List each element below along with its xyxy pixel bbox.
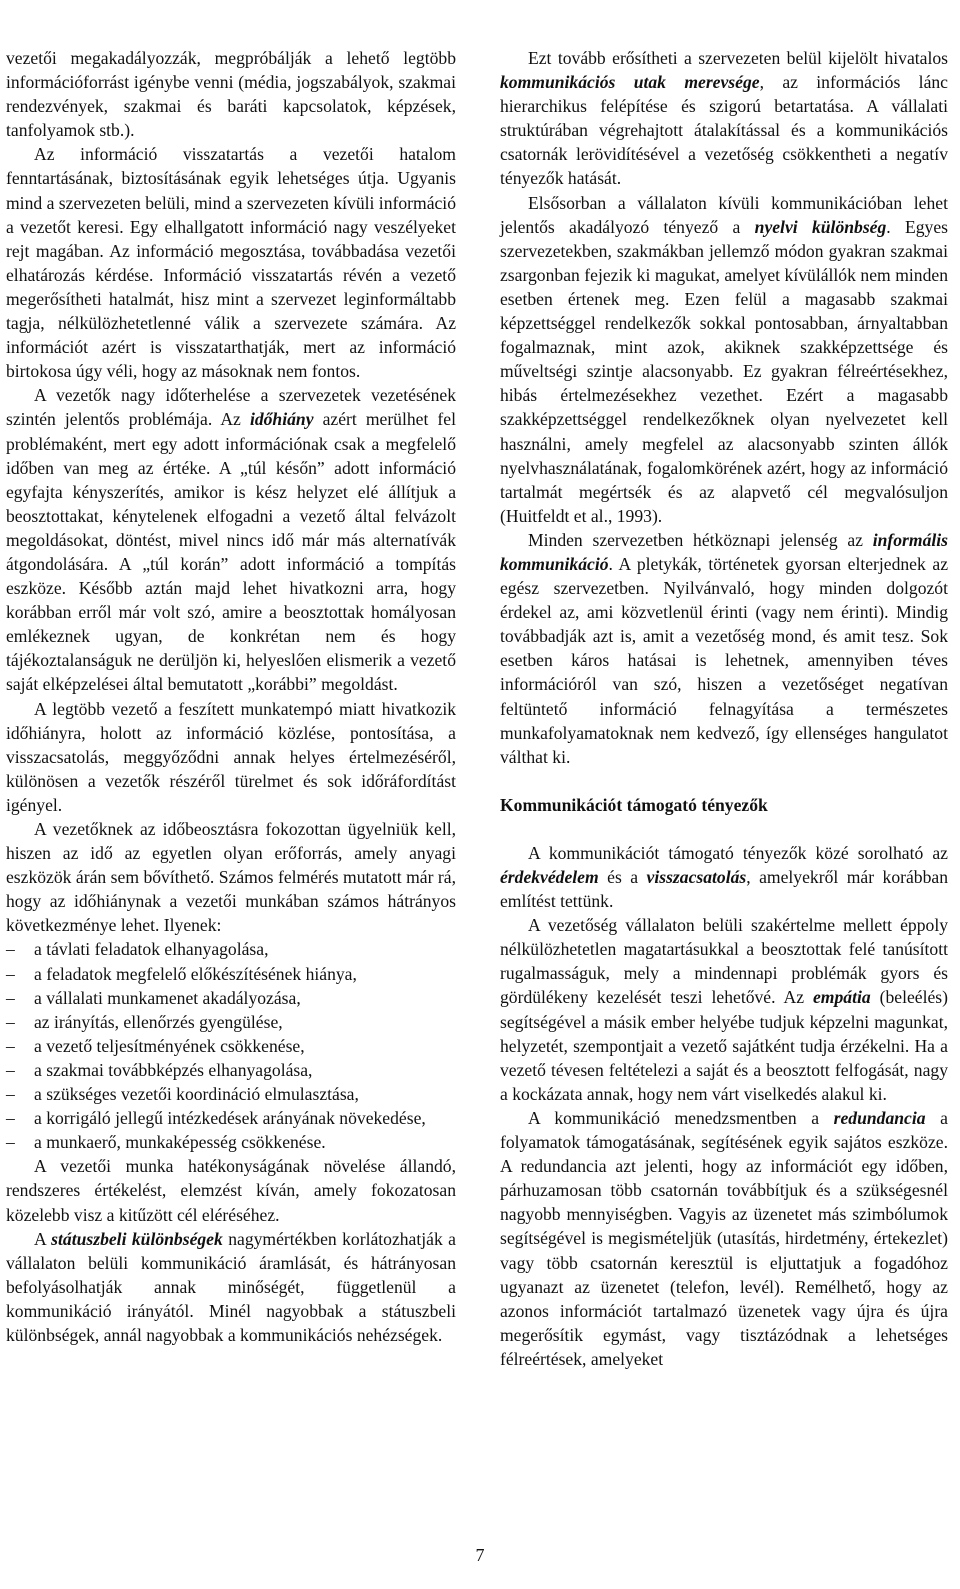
paragraph-redundancy (500, 1106, 948, 1371)
list-item: – a távlati feladatok elhanyagolása, (6, 937, 456, 961)
list-item: – a munkaerő, munkaképesség csökkenése. (6, 1130, 456, 1154)
text-run: A (34, 1228, 52, 1249)
list-item: – a vállalati munkamenet akadályozása, (6, 986, 456, 1010)
left-column (6, 46, 456, 1347)
paragraph-language-difference (500, 191, 948, 528)
text-run: A vezetőség vállalaton belüli szakértelme mellett éppoly nélkülözhetetlen magatartásukkal a beosztottak felé tanúsított rugalmasságuk, mely a mindennapi problémák gyors és gördülékeny kezelését teszi lehetővé. Az (500, 915, 948, 1008)
paragraph-supporting-factors (500, 841, 948, 913)
emphasis-term: időhiány (249, 409, 314, 430)
text-run: nagymértékben korlátozhatják a vállalaton belüli kommunikáció áramlását, és hátrányosan befolyásolhatják annak minőségét, függetlenül a kommunikáció irányától. Minél nagyobbak a státuszbeli különbségek, annál nagyobbak a kommunikációs nehézségek. (6, 1228, 456, 1345)
text-run: és a (598, 867, 647, 887)
page-number: 7 (475, 1545, 485, 1565)
text-run: . Egyes szervezetekben, szakmákban jellemző módon gyakran szakmai zsargonban fejezik ki magukat, amelyet kívülállók nem minden esetben értenek meg. Ezen felül a magasabb szakmai képzettséggel rendelkezők sokkal pontosabban, árnyaltabban fogalmaznak, mint azok, akiknek szakképzettsége és műveltségi szintje alacsonyabb. Ez gyakran félreértésekhez, hibás értelmezésekhez vezethet. Ezért a magasabb szakképzettséggel rendelkezőknek olyan nyelvezetet kell használni, amely megfelel az alacsonyabb szinten állók nyelvhasználatának, fogalomkörének azért, hogy az információ tartalmát megértsék és az alapvető cél megvalósuljon (Huitfeldt et al., 1993). (500, 216, 949, 526)
spacer (500, 769, 948, 793)
text-run: (beleélés) segítségével a másik ember helyébe tudjuk képzelni magunkat, helyzetét, szempontjait a vezető sajátként tudja érzékelni. Ha a vezető tévesen feltételezi a saját és a beosztott felfogását, nagy a kockázata annak, hogy nem várt viselkedés alakul ki. (500, 987, 948, 1104)
paragraph-communication-channels (500, 46, 948, 191)
emphasis-term: empátia (812, 987, 871, 1008)
list-item: – a szakmai továbbképzés elhanyagolása, (6, 1058, 456, 1082)
emphasis-term: nyelvi különbség (754, 216, 887, 237)
paragraph-status-differences (6, 1227, 456, 1347)
text-run: A kommunikáció menedzsmentben a (528, 1107, 834, 1128)
text-run: A kommunikációt támogató tényezők közé sorolható az (528, 842, 948, 863)
list-item: – a szükséges vezetői koordináció elmulasztása, (6, 1082, 456, 1106)
paragraph-time-pressure (6, 383, 456, 696)
text-run: , amelyekről már korábban említést tettünk. (500, 867, 948, 912)
paragraph-empathy (500, 913, 948, 1106)
emphasis-term: státuszbeli különbségek (51, 1228, 223, 1249)
paragraph-time-management: A vezetőknek az időbeosztásra fokozottan ügyelniük kell, hiszen az idő az egyetlen olyan erőforrás, amely anyagi eszközök árán sem bővíthető. Számos felmérés mutatott már rá, hogy az időhiánynak a vezetői munkában számos hátrányos következménye lehet. Ilyenek: (6, 819, 456, 936)
emphasis-term: visszacsatolás (646, 867, 747, 887)
consequences-list (6, 937, 456, 1154)
list-item: – a feladatok megfelelő előkészítésének hiánya, (6, 962, 456, 986)
list-item: – a korrigáló jellegű intézkedések arányának növekedése, (6, 1106, 456, 1130)
paragraph-information-withholding: Az információ visszatartás a vezetői hatalom fenntartásának, biztosításának egyik lehetséges útja. Ugyanis mind a szervezeten belüli, mind a szervezeten kívüli információ a vezetőt keresi. Egy elhallgatott információ nagy veszélyeket rejt magában. Az információ megosztása, továbbadása vezetői elhatározás kérdése. Információ visszatartás révén a vezető megerősítheti hatalmát, hisz mint a szervezet leginformáltabb tagja, nélkülözhetetlenné válik a szervezete számára. Az információt azért is visszatarthatják, mert az információ birtokosa úgy véli, hogy az másoknak nem fontos. (6, 144, 456, 382)
right-column (500, 46, 948, 1371)
text-run: , az információs lánc hierarchikus felépítése és szigorú betartatása. A vállalati struktúrában végrehajtott átalakítással és a kommunikációs csatornák lerövidítésével a vezetőség csökkentheti a negatív tényezők hatását. (500, 72, 948, 189)
text-run: Minden szervezetben hétköznapi jelenség az (528, 529, 873, 550)
emphasis-term: informális kommunikáció (500, 529, 948, 574)
emphasis-term: kommunikációs utak merevsége (500, 72, 760, 93)
paragraph-busy-managers: A legtöbb vezető a feszített munkatempó miatt hivatkozik időhiányra, holott az információ közlése, pontosítása, a visszacsatolás, meggyőződni annak helyes értelmezéséről, különösen a vezetők részéről türelmet és sok időráfordítást igényel. (6, 698, 456, 815)
emphasis-term: érdekvédelem (500, 867, 599, 887)
spacer (500, 817, 948, 841)
text-run: a folyamatok támogatásának, segítésének egyik sajátos eszköze. A redundancia azt jelenti, hogy az információt egy időben, párhuzamosan több csatornán továbbítjuk és a szükségesnél nagyobb mennyiségben. Vagyis az üzenetet más szimbólumok segítségével is megismételjük (utasítás, hirdetmény, értekezlet) vagy több csatornán keresztül is eljuttatjuk a fogadóhoz ugyanazt az üzenetet (telefon, levél). Remélhető, hogy az azonos információt tartalmazó üzenetek vagy újra és újra megerősítik egymást, vagy tisztázódnak a lehetséges félreértések, amelyeket (500, 1107, 948, 1369)
list-item: – az irányítás, ellenőrzés gyengülése, (6, 1010, 456, 1034)
paragraph-efficiency: A vezetői munka hatékonyságának növelése állandó, rendszeres értékelést, elemzést kíván, amely fokozatosan közelebb visz a kitűzött cél eléréséhez. (6, 1156, 456, 1225)
list-item: – a vezető teljesítményének csökkenése, (6, 1034, 456, 1058)
text-run: . A pletykák, történetek gyorsan elterjednek az egész szervezetben. Nyilvánvaló, hogy minden dolgozót érdekel az, ami közvetlenül érinti (vagy nem érinti). Mindig továbbadják azt is, amit a vezetőség mond, és amit tesz. Sok esetben káros hatásai is lehetnek, amennyiben téves információról van szó, hiszen a vezetőséget negatívan feltüntető információ felnagyítása a természetes munkafolyamatoknak nem kedvező, így ellenséges hangulatot válthat ki. (500, 553, 948, 767)
paragraph-continuation: vezetői megakadályozzák, megpróbálják a lehető legtöbb információforrást igénybe venni (média, jogszabályok, szakmai rendezvények, szakmai és baráti kapcsolatok, képzések, tanfolyamok stb.). (6, 48, 456, 141)
paragraph-informal-communication (500, 528, 948, 769)
text-run: A vezetők nagy időterhelése a szervezetek vezetésének szintén jelentős problémája. Az (6, 385, 456, 430)
text-run: Ezt tovább erősítheti a szervezeten belül kijelölt hivatalos (528, 48, 948, 68)
section-heading: Kommunikációt támogató tényezők (500, 794, 768, 815)
text-run: azért merülhet fel problémaként, mert egy adott információnak csak a megfelelő időben van meg az értéke. A „túl későn” adott információ egyfajta kényszerítés, amikor is kész helyzet elé állítjuk a beosztottakat, kénytelenek elfogadni a vezető által felvázolt megoldásokat, döntést, mivel nincs idő már más alternatívák átgondolására. A „túl korán” adott információ a tompítás eszköze. Később aztán majd lehet hivatkozni arra, hogy korábban erről már volt szó, amire a beosztottak homályosan emlékeznek ugyan, de konkrétan nem és hogy tájékoztalanságuk ne derüljön ki, helyeslően elismerik a vezető saját elképzelései által bemutatott „korábbi” megoldást. (6, 409, 456, 695)
text-run: Elsősorban a vállalaton kívüli kommunikációban lehet jelentős akadályozó tényező a (500, 192, 948, 237)
emphasis-term: redundancia (833, 1107, 926, 1128)
